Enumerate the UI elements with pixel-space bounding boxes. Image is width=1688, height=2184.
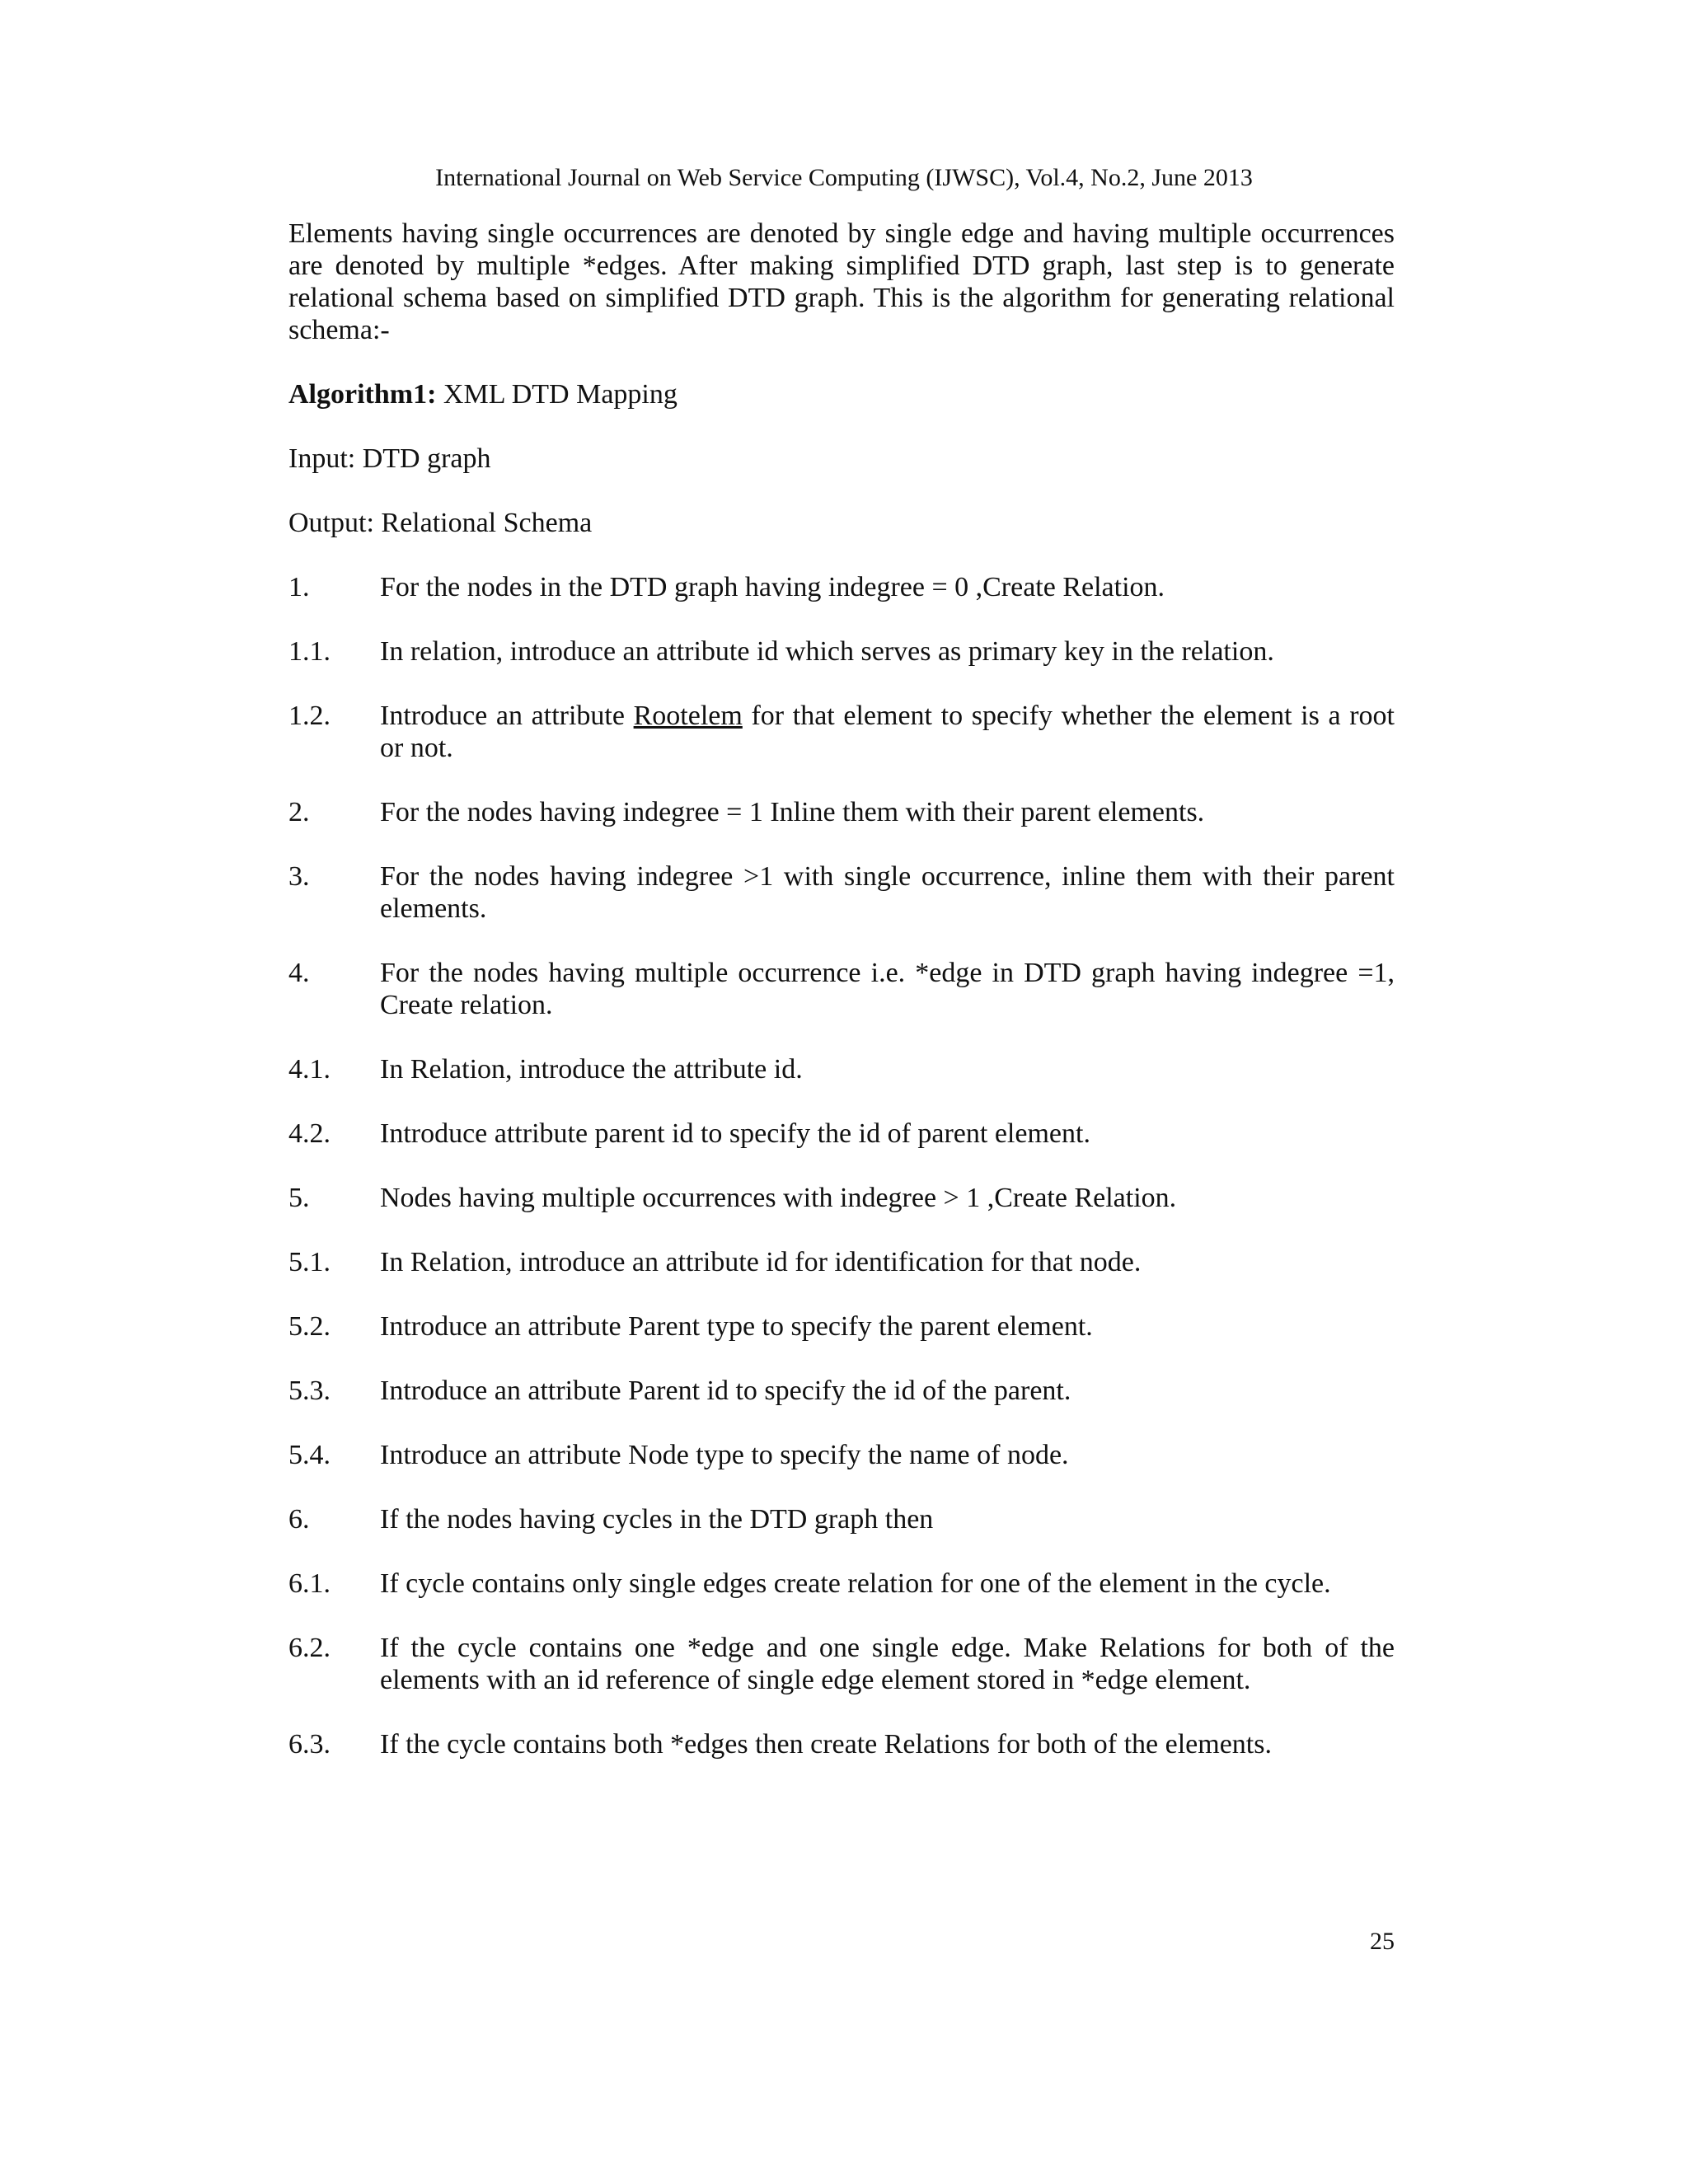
step-number: 5.1. (288, 1247, 331, 1277)
step-text: For the nodes having indegree = 1 Inline them with their parent elements. (380, 797, 1205, 827)
step-text: If cycle contains only single edges create relation for one of the element in the cycle. (380, 1568, 1331, 1599)
step-6 (288, 1503, 1395, 1535)
step-1 (288, 571, 1395, 603)
step-text-after: for that element to specify whether the element is a root or not. (380, 701, 1395, 763)
page-number: 25 (1370, 1928, 1395, 1955)
step-4-2 (288, 1118, 1395, 1150)
step-number: 1. (288, 572, 310, 602)
algorithm-title: XML DTD Mapping (443, 379, 678, 410)
step-number: 1.2. (288, 701, 331, 731)
step-text (380, 700, 1395, 764)
step-6-1 (288, 1568, 1395, 1600)
step-number: 6.1. (288, 1568, 331, 1599)
step-text-before: Introduce an attribute (380, 701, 634, 731)
step-text: For the nodes having multiple occurrence i.e. *edge in DTD graph having indegree =1, Create relation. (380, 958, 1395, 1020)
step-6-3 (288, 1728, 1395, 1760)
step-number: 1.1. (288, 636, 331, 667)
step-number: 5.2. (288, 1311, 331, 1342)
step-number: 5. (288, 1183, 310, 1213)
step-number: 4. (288, 958, 310, 988)
step-number: 6. (288, 1504, 310, 1535)
step-number: 5.3. (288, 1376, 331, 1406)
step-text: Nodes having multiple occurrences with indegree > 1 ,Create Relation. (380, 1183, 1177, 1213)
algorithm-label: Algorithm1: (288, 379, 437, 410)
step-text: Introduce an attribute Parent id to specify the id of the parent. (380, 1376, 1071, 1406)
step-text: If the cycle contains one *edge and one single edge. Make Relations for both of the elements with an id reference of single edge element stored in *edge element. (380, 1633, 1395, 1695)
step-6-2 (288, 1632, 1395, 1696)
algorithm-heading (288, 378, 1395, 410)
algorithm-input: Input: DTD graph (288, 443, 491, 474)
step-number: 2. (288, 797, 310, 827)
rootelem-term: Rootelem (633, 701, 743, 731)
step-text: If the cycle contains both *edges then create Relations for both of the elements. (380, 1729, 1272, 1760)
step-text: In Relation, introduce the attribute id. (380, 1054, 803, 1085)
step-4 (288, 957, 1395, 1021)
step-text: For the nodes in the DTD graph having indegree = 0 ,Create Relation. (380, 572, 1165, 602)
step-text: In Relation, introduce an attribute id for identification for that node. (380, 1247, 1142, 1277)
step-number: 4.2. (288, 1118, 331, 1149)
step-number: 5.4. (288, 1440, 331, 1470)
step-5 (288, 1182, 1395, 1214)
step-text: Introduce an attribute Parent type to specify the parent element. (380, 1311, 1093, 1342)
step-2 (288, 796, 1395, 828)
page-body (288, 218, 1395, 1760)
step-1-2 (288, 700, 1395, 764)
intro-paragraph: Elements having single occurrences are denoted by single edge and having multiple occurrences are denoted by multiple *edges. After making simplified DTD graph, last step is to generate relational schema based on simplified DTD graph. This is the algorithm for generating relational schema:- (288, 218, 1395, 345)
step-text: If the nodes having cycles in the DTD graph then (380, 1504, 934, 1535)
step-1-1 (288, 635, 1395, 668)
running-head: International Journal on Web Service Computing (IJWSC), Vol.4, No.2, June 2013 (435, 164, 1253, 191)
step-number: 6.3. (288, 1729, 331, 1760)
step-5-4 (288, 1439, 1395, 1471)
step-5-1 (288, 1246, 1395, 1278)
step-5-2 (288, 1310, 1395, 1343)
algorithm-steps (288, 571, 1395, 1760)
step-number: 3. (288, 861, 310, 892)
algorithm-output: Output: Relational Schema (288, 508, 593, 538)
step-text: Introduce an attribute Node type to specify the name of node. (380, 1440, 1069, 1470)
step-text: For the nodes having indegree >1 with single occurrence, inline them with their parent elements. (380, 861, 1395, 924)
step-text: In relation, introduce an attribute id which serves as primary key in the relation. (380, 636, 1274, 667)
step-4-1 (288, 1053, 1395, 1085)
step-number: 6.2. (288, 1633, 331, 1663)
step-text: Introduce attribute parent id to specify the id of parent element. (380, 1118, 1090, 1149)
step-3 (288, 860, 1395, 925)
step-number: 4.1. (288, 1054, 331, 1085)
step-5-3 (288, 1375, 1395, 1407)
